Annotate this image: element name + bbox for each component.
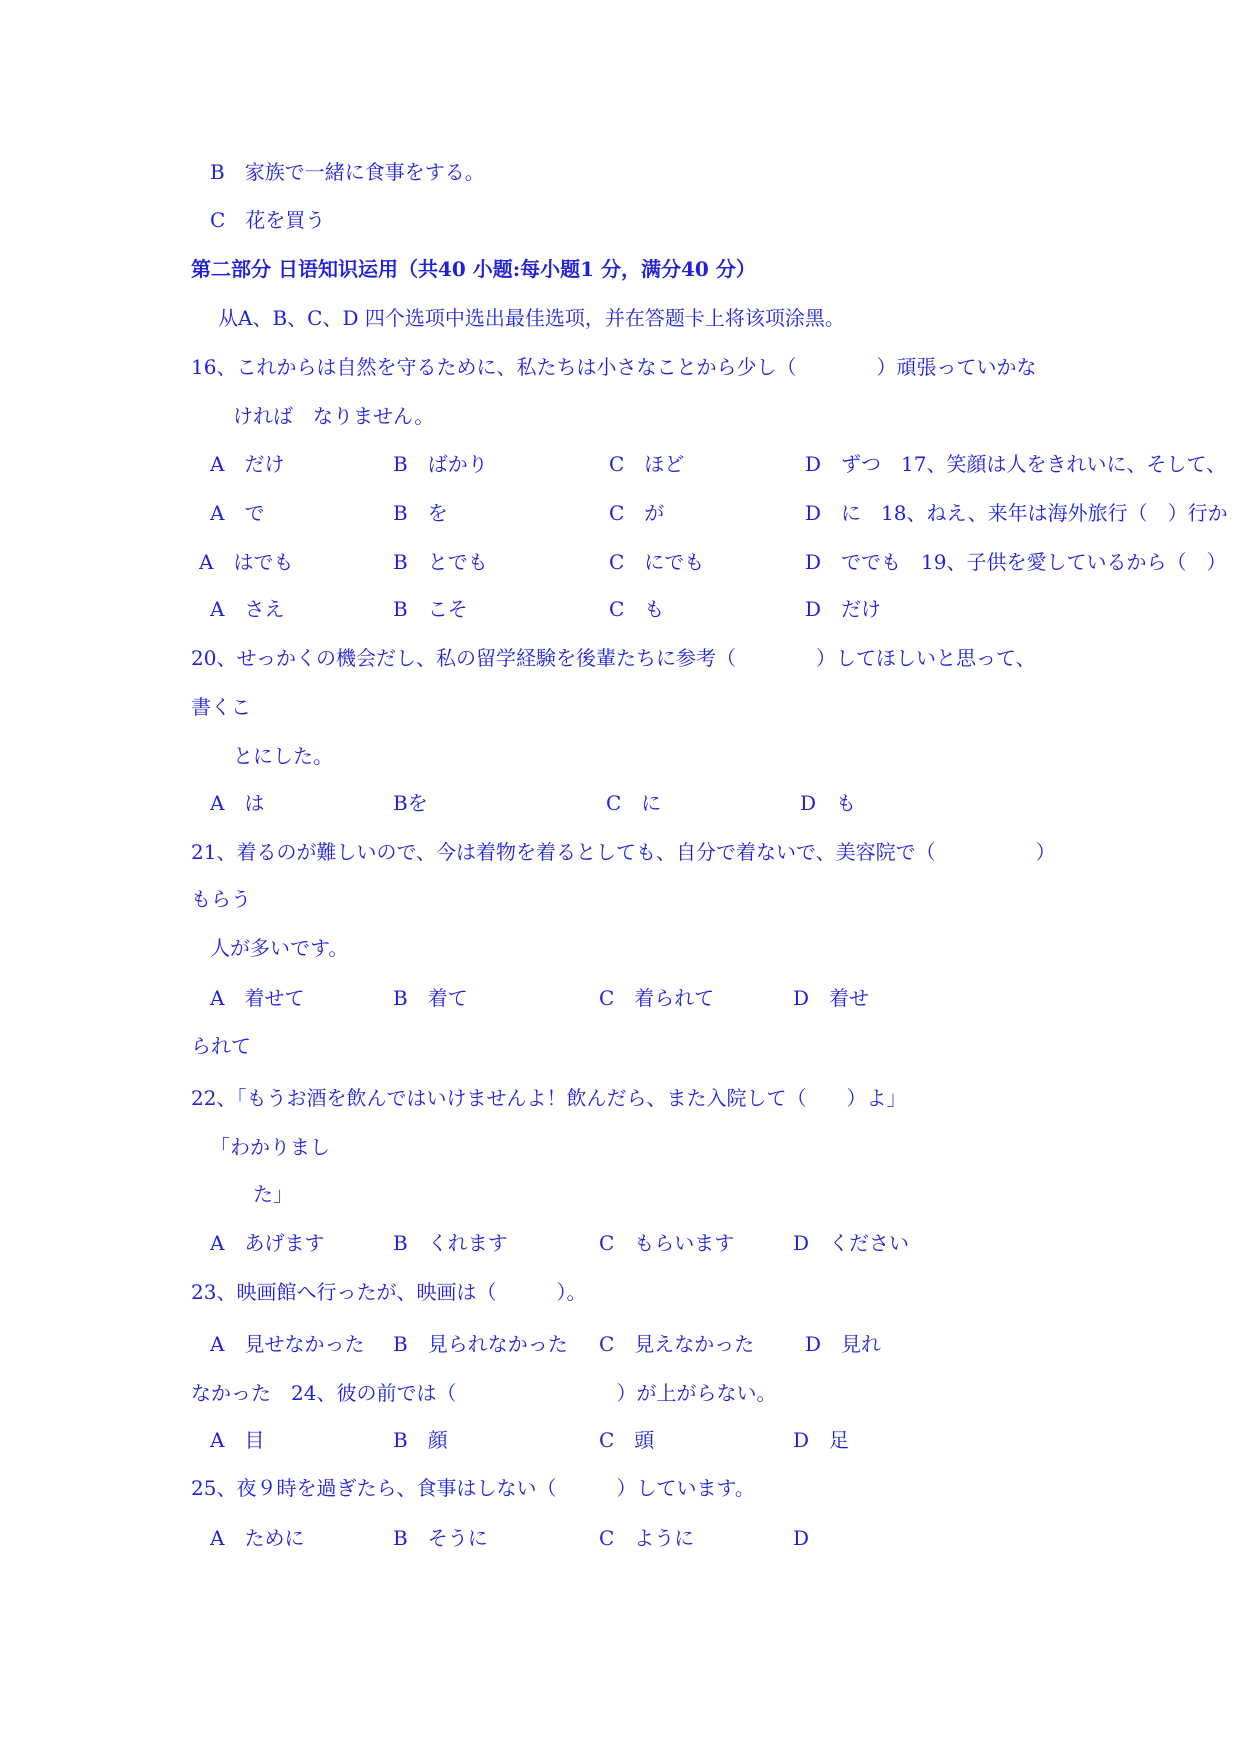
options-row-24 — [0, 1428, 1241, 1452]
question-22-text-continued: た」 — [253, 1182, 293, 1206]
option-b: B とでも — [393, 550, 488, 574]
options-row-16 — [0, 452, 1241, 476]
option-b: B を — [393, 501, 448, 525]
option-c: C もらいます — [599, 1231, 735, 1255]
option-d-continued: られて — [191, 1034, 251, 1058]
question-22-text-continued: 「わかりまし — [210, 1135, 330, 1159]
option-a: A ために — [210, 1526, 305, 1550]
question-25-text: 25、夜９時を過ぎたら、食事はしない（ ）しています。 — [191, 1476, 755, 1500]
option-c: C 頭 — [599, 1428, 655, 1452]
option-d: D も — [800, 791, 857, 815]
option-c: C 見えなかった — [599, 1332, 755, 1356]
option-a: A は — [210, 791, 265, 815]
option-b: B 見られなかった — [393, 1332, 568, 1356]
question-20-text-continued: とにした。 — [233, 744, 333, 768]
options-row-21 — [0, 986, 1241, 1010]
question-22-text: 22、「もうお酒を飲んではいけませんよ！飲んだら、また入院して（ ）よ」 — [191, 1086, 907, 1110]
question-21-text-continued: もらう — [191, 887, 251, 911]
option-a: A 目 — [210, 1428, 265, 1452]
options-row-22 — [0, 1231, 1241, 1255]
option-b: Bを — [393, 791, 428, 815]
option-d: D 足 — [793, 1428, 850, 1452]
option-d: D — [793, 1526, 810, 1550]
options-row-20 — [0, 791, 1241, 815]
option-b: B こそ — [393, 597, 468, 621]
section-heading: 第二部分 日语知识运用（共40 小题:每小题1 分，满分40 分） — [191, 257, 756, 281]
option-a: A はでも — [199, 550, 294, 574]
option-c: C にでも — [609, 550, 705, 574]
option-c: C が — [609, 501, 665, 525]
options-row-19 — [0, 597, 1241, 621]
option-b: B 着て — [393, 986, 468, 1010]
option-c: C も — [609, 597, 665, 621]
option-b: B 顔 — [393, 1428, 448, 1452]
question-16-text-continued: ければ なりません。 — [233, 404, 435, 428]
option-a: A 着せて — [210, 986, 305, 1010]
option-b: B くれます — [393, 1231, 508, 1255]
option-c: C ように — [599, 1526, 695, 1550]
option-a: A だけ — [210, 452, 285, 476]
options-row-17 — [0, 501, 1241, 525]
option-d: D ずつ 17、笑顔は人をきれいに、そして、 — [805, 452, 1227, 476]
option-b: B ばかり — [393, 452, 488, 476]
prev-option-c: C 花を買う — [210, 208, 326, 232]
option-c: C ほど — [609, 452, 685, 476]
question-20-text: 20、せっかくの機会だし、私の留学経験を後輩たちに参考（ ）してほしいと思って、 — [191, 646, 1036, 670]
options-row-23 — [0, 1332, 1241, 1356]
option-a: A で — [210, 501, 265, 525]
option-a: A あげます — [210, 1231, 325, 1255]
option-a: A さえ — [210, 597, 285, 621]
question-24-text: なかった 24、彼の前では（ ）が上がらない。 — [191, 1381, 777, 1405]
option-d: D 見れ — [805, 1332, 882, 1356]
option-d: D に 18、ねえ、来年は海外旅行（ ）行か — [805, 501, 1228, 525]
section-instructions: 从A、B、C、D 四个选项中选出最佳选项，并在答题卡上将该项涂黑。 — [218, 306, 845, 330]
question-23-text: 23、映画館へ行ったが、映画は（ ）。 — [191, 1280, 587, 1304]
option-a: A 見せなかった — [210, 1332, 365, 1356]
option-c: C 着られて — [599, 986, 715, 1010]
question-21-text-continued: 人が多いです。 — [210, 936, 349, 960]
option-d: D ください — [793, 1231, 910, 1255]
option-d: D だけ — [805, 597, 882, 621]
prev-option-b: B 家族で一緒に食事をする。 — [210, 160, 485, 184]
option-d: D ででも 19、子供を愛しているから（ ） — [805, 550, 1227, 574]
options-row-18 — [0, 550, 1241, 574]
question-16-text: 16、これからは自然を守るために、私たちは小さなことから少し（ ）頑張っていかな — [191, 355, 1037, 379]
option-d: D 着せ — [793, 986, 870, 1010]
option-c: C に — [606, 791, 662, 815]
question-20-text-continued: 書くこ — [191, 695, 251, 719]
question-21-text: 21、着るのが難しいので、今は着物を着るとしても、自分で着ないで、美容院で（ ） — [191, 840, 1056, 864]
options-row-25 — [0, 1526, 1241, 1550]
option-b: B そうに — [393, 1526, 488, 1550]
